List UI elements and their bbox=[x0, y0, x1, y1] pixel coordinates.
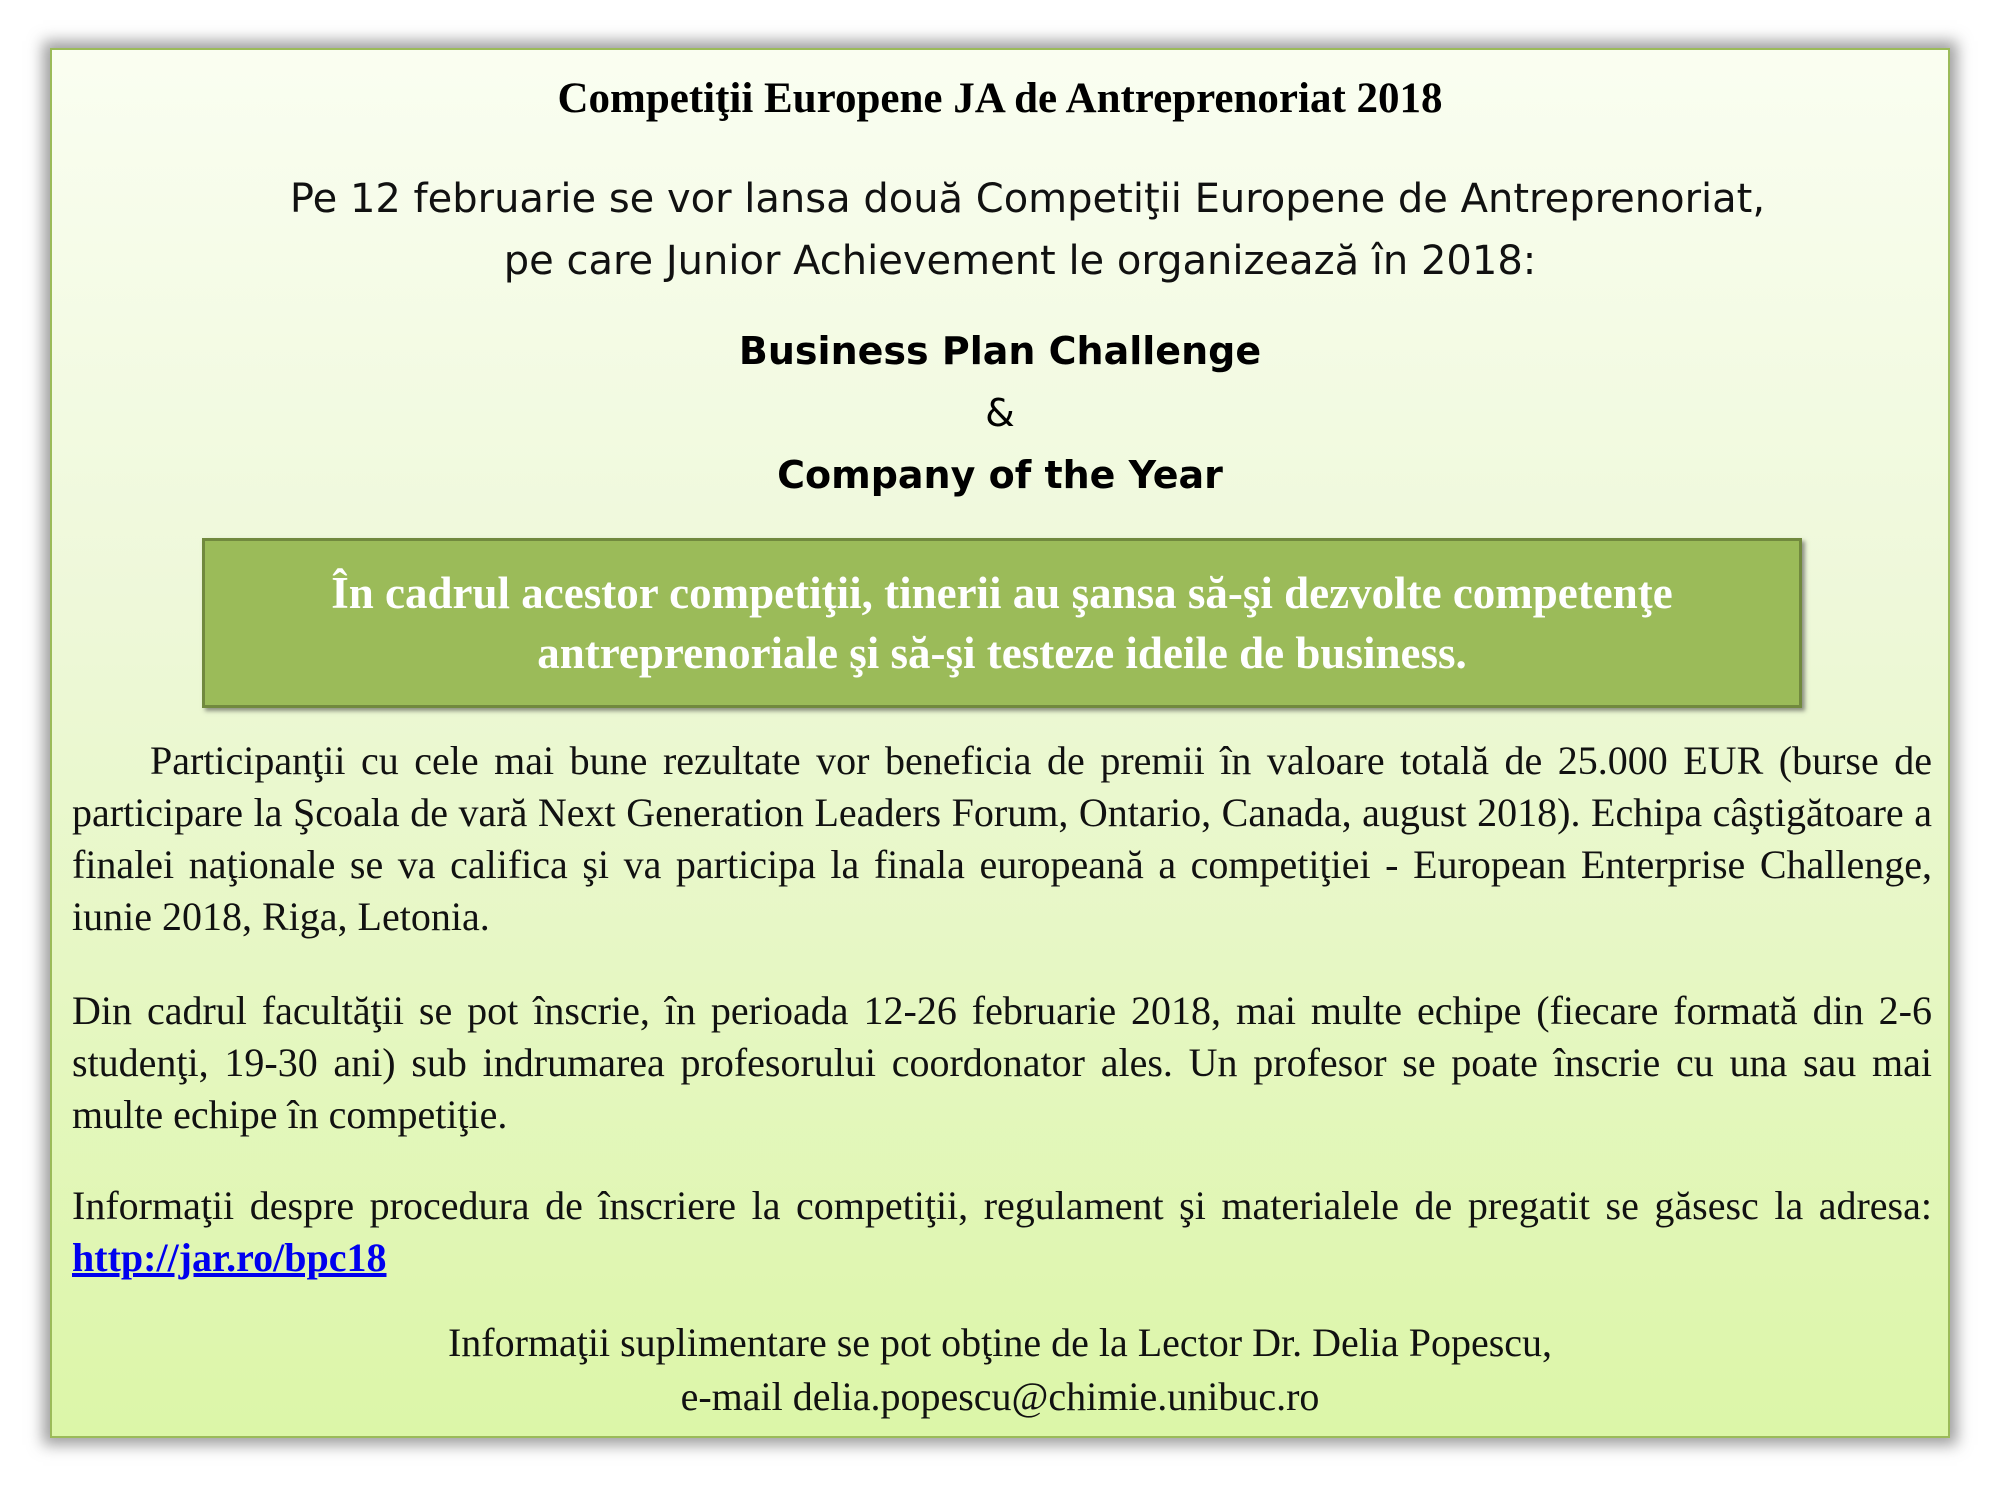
paragraph-info bbox=[72, 1180, 1932, 1284]
highlight-line-1: În cadrul acestor competiţii, tinerii au şansa să-şi dezvolte competenţe bbox=[331, 568, 1673, 618]
document-title: Competiţii Europene JA de Antreprenoriat 2018 bbox=[557, 75, 1443, 122]
paragraph-registration: Din cadrul facultăţii se pot înscrie, în perioada 12-26 februarie 2018, mai multe echipe (fiecare formată din 2-6 studenţi, 19-30 ani) sub indrumarea profesorului coordonator ales. Un profesor se poate înscrie cu una sau mai multe echipe în competiţie. bbox=[72, 988, 1932, 1137]
registration-link[interactable]: http://jar.ro/bpc18 bbox=[72, 1235, 387, 1280]
contact-email: e-mail delia.popescu@chimie.unibuc.ro bbox=[680, 1374, 1320, 1419]
intro-line-2: pe care Junior Achievement le organizează în 2018: bbox=[503, 238, 1537, 284]
intro-line-1: Pe 12 februarie se vor lansa două Competiţii Europene de Antreprenoriat, bbox=[289, 176, 1766, 222]
paragraph-prizes: Participanţii cu cele mai bune rezultate vor beneficia de premii în valoare totală de 25.000 EUR (burse de participare la Şcoala de vară Next Generation Leaders Forum, Ontario, Canada, august 2018). Echipa câştigătoare a finalei naţionale se va califica şi va participa la finala europeană a competiţiei - European Enterprise Challenge, iunie 2018, Riga, Letonia. bbox=[72, 738, 1932, 939]
highlight-box bbox=[202, 538, 1802, 708]
competition-names bbox=[52, 320, 1948, 506]
announcement-card bbox=[50, 48, 1950, 1438]
intro-text bbox=[52, 168, 1948, 292]
competition-company-of-the-year: Company of the Year bbox=[777, 453, 1223, 497]
highlight-line-2: antreprenoriale şi să-şi testeze ideile de business. bbox=[537, 628, 1467, 678]
contact-info bbox=[52, 1316, 1948, 1424]
ampersand: & bbox=[985, 391, 1015, 435]
paragraph-info-text: Informaţii despre procedura de înscriere la competiţii, regulament şi materialele de pregatit se găsesc la adresa: bbox=[72, 1183, 1932, 1228]
competition-business-plan-challenge: Business Plan Challenge bbox=[738, 329, 1262, 373]
contact-line-1: Informaţii suplimentare se pot obţine de la Lector Dr. Delia Popescu, bbox=[447, 1320, 1553, 1365]
